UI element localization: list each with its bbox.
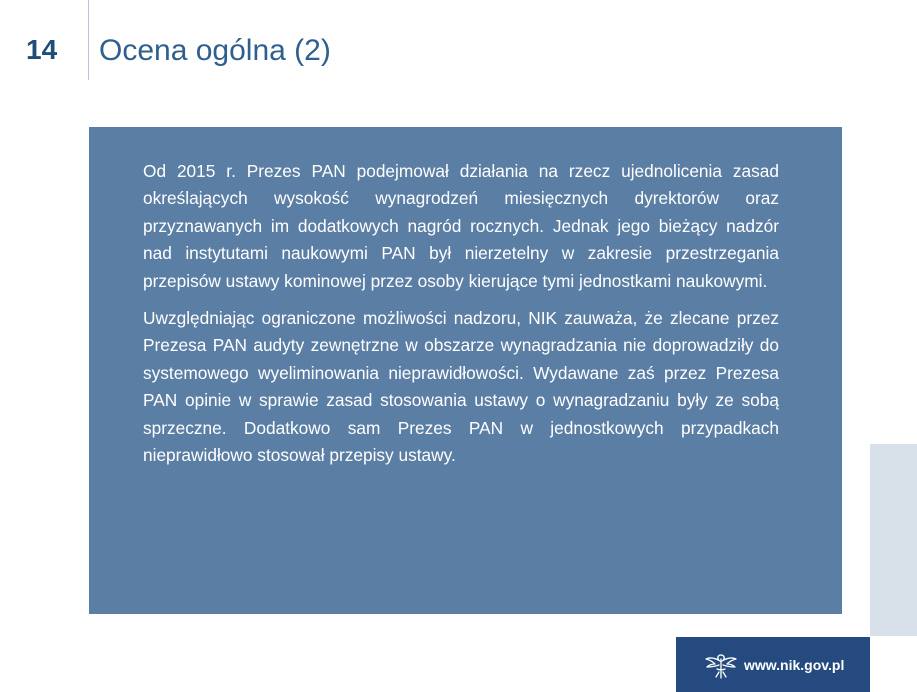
- title-divider: [88, 0, 89, 80]
- paragraph-2: Uwzględniając ograniczone możliwości nadzoru, NIK zauważa, że zlecane przez Prezesa PAN audyty zewnętrzne w obszarze wynagradzania nie doprowadziły do systemowego wyeliminowania nieprawidłowości. Wydawane zaś przez Prezesa PAN opinie w sprawie zasad stosowania ustawy o wynagradzaniu były ze sobą sprzeczne. Dodatkowo sam Prezes PAN w jednostkowych przypadkach nieprawidłowo stosował przepisy ustawy.: [143, 308, 779, 466]
- slide-title: Ocena ogólna (2): [99, 34, 331, 67]
- footer-logo[interactable]: [676, 637, 870, 692]
- content-box: [89, 127, 842, 614]
- slide-number: 14: [26, 34, 58, 65]
- nik-eagle-emblem-icon: [704, 650, 738, 680]
- paragraph-1: Od 2015 r. Prezes PAN podejmował działania na rzecz ujednolicenia zasad określających wysokość wynagrodzeń miesięcznych dyrektorów oraz przyznawanych im dodatkowych nagród rocznych. Jednak jego bieżący nadzór nad instytutami naukowymi PAN był nierzetelny w zakresie przestrzegania przepisów ustawy kominowej przez osoby kierujące tymi jednostkami naukowymi.: [143, 161, 779, 291]
- side-accent-bar: [870, 444, 917, 636]
- footer-url[interactable]: www.nik.gov.pl: [744, 656, 845, 673]
